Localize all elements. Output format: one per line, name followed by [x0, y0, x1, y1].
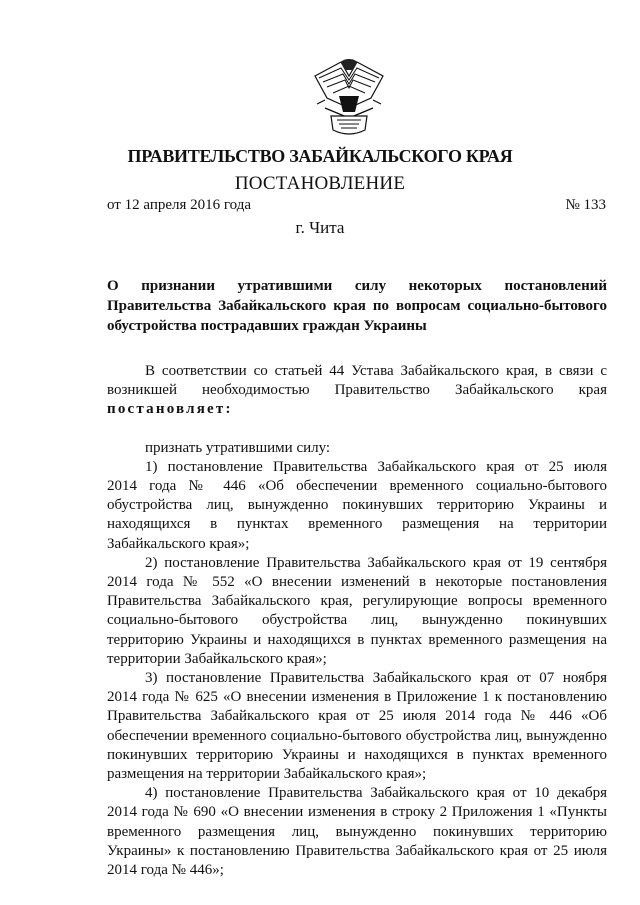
list-item-line: Правительства Забайкальского края от 25 июля 2014 года № 446 «Об — [107, 708, 607, 725]
list-item-line: находящихся в пунктах временного размещения на территории — [107, 516, 607, 533]
list-item-line: размещения на территории Забайкальского края»; — [107, 766, 427, 783]
preamble-line: возникшей необходимостью Правительство Забайкальского края — [107, 382, 607, 399]
list-item-line: временного размещения лиц, вынужденно покинувших территорию — [107, 823, 607, 840]
list-item-line: 2014 года № 690 «О внесении изменения в строку 2 Приложения 1 «Пункты — [107, 804, 607, 821]
document-type: ПОСТАНОВЛЕНИЕ — [234, 173, 406, 194]
list-item — [107, 458, 607, 554]
list-item-line: 1) постановление Правительства Забайкальского края от 25 июля — [145, 458, 607, 475]
preamble-line: В соответствии со статьей 44 Устава Забайкальского края, в связи с — [145, 363, 607, 379]
list-item-line: 2014 года № 552 «О внесении изменений в некоторые постановления — [107, 574, 607, 591]
list-item-line: 3) постановление Правительства Забайкальского края от 07 ноября — [145, 670, 607, 687]
resolves-word: постановляет: — [107, 401, 233, 418]
list-item-line: обустройства лиц, вынужденно покинувших территорию Украины и — [107, 497, 607, 514]
document-body — [107, 362, 607, 880]
list-item-line: 2) постановление Правительства Забайкальского края от 19 сентября — [145, 554, 607, 571]
list-item-line: территорию Украины и находящихся в пунктах временного размещения на — [107, 631, 607, 648]
list-item — [107, 554, 607, 669]
government-title: ПРАВИТЕЛЬСТВО ЗАБАЙКАЛЬСКОГО КРАЯ — [127, 146, 513, 166]
intro-line: признать утратившими силу: — [145, 439, 331, 456]
document-subject — [107, 276, 607, 336]
coat-of-arms-emblem-icon — [311, 56, 387, 138]
list-item-line: покинувших территорию Украины и находящихся в пунктах временного — [107, 746, 607, 763]
list-item-line: 4) постановление Правительства Забайкальского края от 10 декабря — [145, 785, 607, 802]
document-city: г. Чита — [295, 218, 345, 237]
subject-line: Правительства Забайкальского края по вопросам социально-бытового — [107, 298, 607, 314]
list-item-line: обеспечении временного социально-бытового обустройства лиц, вынужденно — [107, 727, 607, 744]
list-item — [107, 669, 607, 784]
list-item-line: 2014 года № 625 «О внесении изменения в Приложение 1 к постановлению — [107, 689, 607, 706]
list-item-line: социально-бытового обустройства лиц, вынужденно покинувших — [107, 612, 607, 629]
subject-line: обустройства пострадавших граждан Украины — [107, 318, 427, 334]
resolves-statement — [107, 400, 607, 419]
list-item-line: 2014 года № 446 «Об обеспечении временного социально-бытового — [107, 478, 607, 495]
list-item-line: территории Забайкальского края»; — [107, 650, 327, 667]
document-number: № 133 — [565, 197, 606, 213]
list-item-line: Украины» к постановлению Правительства Забайкальского края от 25 июля — [107, 842, 607, 859]
subject-line: О признании утратившими силу некоторых постановлений — [107, 278, 607, 294]
list-item-line: Правительства Забайкальского края, регулирующие вопросы временного — [107, 593, 607, 610]
list-item-line: 2014 года № 446»; — [107, 862, 224, 879]
list-item-line: Забайкальского края»; — [107, 535, 250, 552]
document-date: от 12 апреля 2016 года — [107, 197, 252, 213]
list-item — [107, 784, 607, 880]
